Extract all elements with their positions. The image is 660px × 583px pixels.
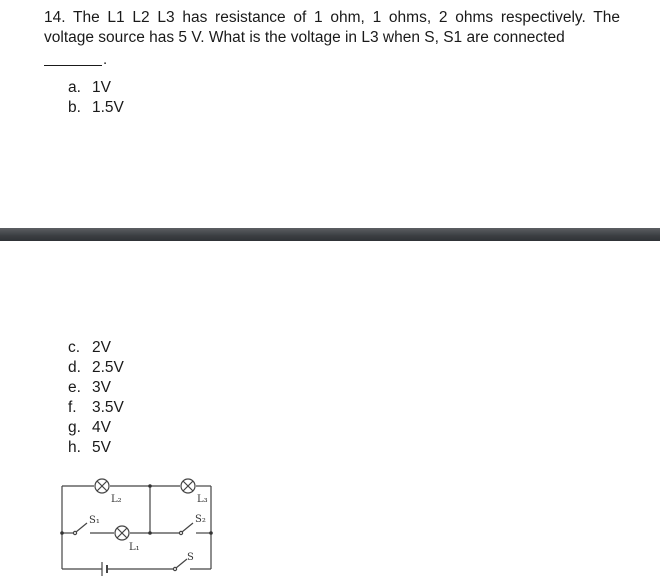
section-divider-bar xyxy=(0,228,660,241)
option-value: 2V xyxy=(92,339,111,356)
blank-period: . xyxy=(103,51,108,68)
battery-icon xyxy=(102,562,107,576)
option-value: 1V xyxy=(92,79,111,96)
options-list-bottom xyxy=(68,338,124,458)
option-value: 1.5V xyxy=(92,99,124,116)
label-s: S xyxy=(187,552,194,563)
option-b[interactable] xyxy=(68,98,124,118)
circuit-diagram xyxy=(54,472,222,578)
lamp-l2 xyxy=(95,479,109,493)
option-c[interactable] xyxy=(68,338,124,358)
option-letter: d. xyxy=(68,359,81,376)
option-value: 2.5V xyxy=(92,359,124,376)
option-letter: b. xyxy=(68,99,81,116)
option-letter: a. xyxy=(68,79,81,96)
switch-s2 xyxy=(179,523,193,535)
question-text: 14. The L1 L2 L3 has resistance of 1 ohm, 1 ohms, 2 ohms respectively. The voltage source has 5 V. What is the voltage in L3 when S, S1 are connected xyxy=(44,9,620,46)
option-letter: f. xyxy=(68,399,77,416)
label-l2: L₂ xyxy=(111,494,122,505)
option-letter: e. xyxy=(68,379,81,396)
switch-s xyxy=(173,559,187,571)
option-value: 3V xyxy=(92,379,111,396)
lamp-l3 xyxy=(181,479,195,493)
option-value: 3.5V xyxy=(92,399,124,416)
option-g[interactable] xyxy=(68,418,124,438)
label-l1: L₁ xyxy=(129,542,140,553)
option-e[interactable] xyxy=(68,378,124,398)
option-h[interactable] xyxy=(68,438,124,458)
label-l3: L₃ xyxy=(197,494,208,505)
label-s1: S₁ xyxy=(89,515,100,526)
options-list-top xyxy=(68,78,124,118)
option-value: 4V xyxy=(92,419,111,436)
answer-blank xyxy=(44,65,102,66)
option-letter: c. xyxy=(68,339,81,356)
option-letter: g. xyxy=(68,419,81,436)
label-s2: S₂ xyxy=(195,514,206,525)
option-f[interactable] xyxy=(68,398,124,418)
lamp-l1 xyxy=(115,526,129,540)
option-a[interactable] xyxy=(68,78,124,98)
switch-s1 xyxy=(73,523,87,535)
option-d[interactable] xyxy=(68,358,124,378)
option-value: 5V xyxy=(92,439,111,456)
option-letter: h. xyxy=(68,439,81,456)
